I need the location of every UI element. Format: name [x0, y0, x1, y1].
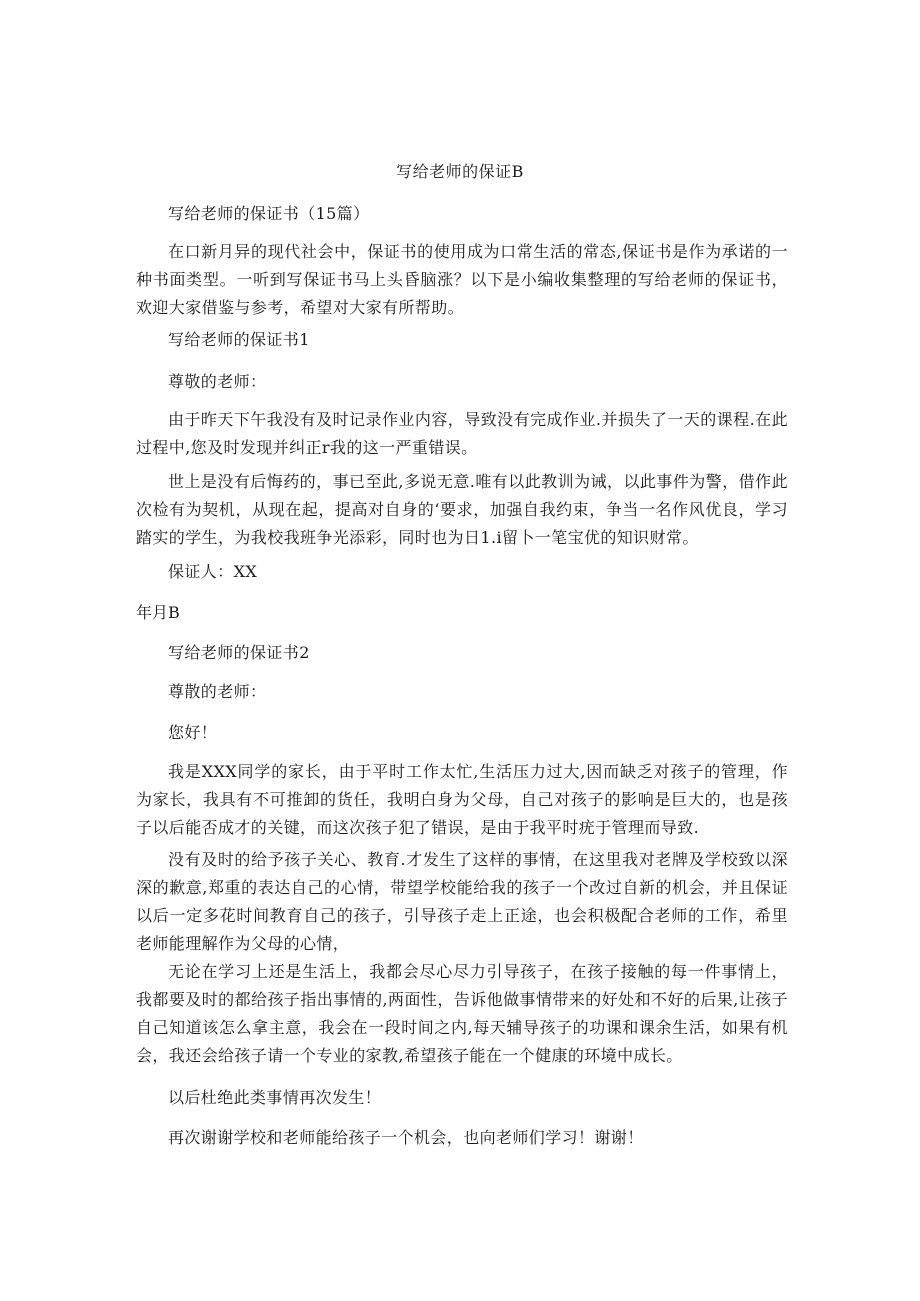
intro-paragraph: 在口新月异的现代社会中，保证书的使用成为口常生活的常态,保证书是作为承诺的一种书面类型。一听到写保证书马上头昏脑涨？以下是小编收集整理的写给老师的保证书，欢迎大家借鉴与参考，希望对大家有所帮助。: [136, 242, 788, 317]
document-title: 写给老师的保证B: [396, 162, 524, 181]
letter1-paragraph-2: 世上是没有后悔药的，事已至此,多说无意.唯有以此教训为诫，以此事件为警，借作此次检有为契机，从现在起，提高对自身的‘要求，加强自我约束，争当一名作风优良，学习踏实的学生，为我校我班争光添彩，同时也为日1.i留卜一笔宝优的知识财常。: [136, 472, 788, 547]
letter2-closing-2: 再次谢谢学校和老师能给孩子一个机会，也向老师们学习！谢谢！: [168, 1128, 644, 1147]
letter2-closing-1: 以后杜绝此类事情再次发生！: [168, 1088, 382, 1107]
letter2-paragraph-3: 无论在学习上还是生活上，我都会尽心尽力引导孩子，在孩子接触的每一件事情上，我都要及时的都给孩子指出事情的,两面性，告诉他做事情带来的好处和不好的后果,让孩子自己知道该怎么拿主意，我会在一段时间之内,每天辅导孩子的功课和课余生活，如果有机会，我还会给孩子请一个专业的家教,希望孩子能在一个健康的环境中成长。: [136, 962, 788, 1065]
letter2-greeting: 您好！: [168, 723, 218, 742]
letter2-paragraph-2: 没有及时的给予孩子关心、教育.才发生了这样的事情，在这里我对老牌及学校致以深深的歉意,郑重的表达自己的心情，带望学校能给我的孩子一个改过自新的机会，并且保证以后一定多花时间教育自己的孩子，引导孩子走上正途，也会积极配合老师的工作，希里老师能理解作为父母的心情，: [136, 850, 788, 953]
letter1-date: 年月B: [136, 603, 180, 622]
letter2-salutation: 尊散的老师：: [168, 682, 267, 701]
letter1-paragraph-1: 由于昨天下午我没有及时记录作业内容，导致没有完成作业.并损失了一天的课程.在此过程中,您及时发现并纠正r我的这一严重错误。: [136, 410, 788, 457]
letter1-salutation: 尊敬的老师：: [168, 372, 267, 391]
letter1-heading: 写给老师的保证书1: [168, 330, 310, 349]
letter2-heading: 写给老师的保证书2: [168, 643, 310, 662]
letter1-signer: 保证人：XX: [168, 562, 258, 581]
document-subtitle: 写给老师的保证书（15篇）: [168, 204, 370, 223]
letter2-paragraph-1: 我是XXX同学的家长，由于平时工作太忙,生活压力过大,因而缺乏对孩子的管理，作为家长，我具有不可推卸的货任，我明白身为父母，自己对孩子的影响是巨大的，也是孩子以后能否成才的关键，而这次孩子犯了错误，是由于我平时疣于管理而导致.: [136, 762, 788, 837]
